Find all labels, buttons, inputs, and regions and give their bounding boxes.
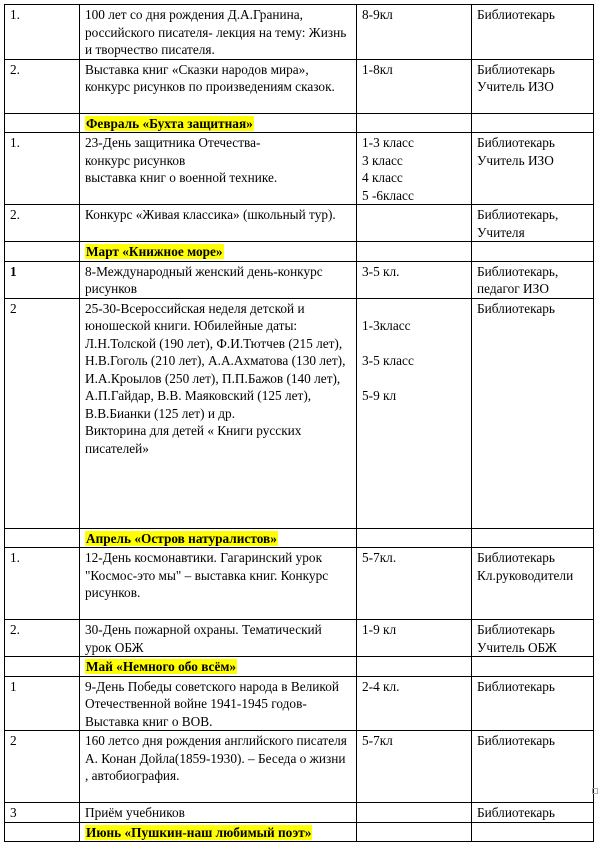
table-row [5,261,594,298]
event-description: 30-День пожарной охраны. Тематический урок ОБЖ [80,620,357,657]
responsible-person: Библиотекарь Учитель ИЗО [472,59,594,113]
responsible-person: Библиотекарь Учитель ОБЖ [472,620,594,657]
row-number: 2. [5,620,80,657]
month-section-row [5,242,594,262]
section-title: Май «Немного обо всём» [86,659,237,674]
section-empty-cell [357,657,472,677]
grade-levels: 8-9кл [357,5,472,60]
month-section-row [5,822,594,842]
event-description: 100 лет со дня рождения Д.А.Гранина, российского писателя- лекция на тему: Жизнь и творчество писателя. [80,5,357,60]
event-description: 160 летсо дня рождения английского писателя А. Конан Дойла(1859-1930). – Беседа о жизни , автобиография. [80,731,357,803]
responsible-person: Библиотекарь, педагог ИЗО [472,261,594,298]
grade-levels [357,803,472,823]
row-number: 2. [5,59,80,113]
grade-levels: 1-3класс 3-5 класс 5-9 кл [357,298,472,528]
event-description: 25-30-Всероссийская неделя детской и юношеской книги. Юбилейные даты: Л.Н.Толской (190 лет), Ф.И.Тютчев (215 лет), Н.В.Гоголь (210 лет), А.А.Ахматова (130 лет), И.А.Кроылов (250 лет), П.П.Бажов (140 лет), А.П.Гайдар, В.В. Маяковский (125 лет), В.В.Бианки (125 лет) и др. Викторина для детей « Книги русских писателей» [80,298,357,528]
responsible-person: Библиотекарь [472,731,594,803]
section-empty-cell [5,528,80,548]
responsible-person: Библиотекарь [472,803,594,823]
table-row [5,548,594,620]
event-description: 8-Международный женский день-конкурс рисунков [80,261,357,298]
table-row [5,676,594,731]
responsible-person: Библиотекарь [472,298,594,528]
table-row [5,5,594,60]
section-empty-cell [357,822,472,842]
grade-levels: 1-9 кл [357,620,472,657]
event-description: 23-День защитника Отечества- конкурс рисунков выставка книг о военной технике. [80,133,357,205]
section-title: Апрель «Остров натуралистов» [86,530,277,546]
section-empty-cell [472,528,594,548]
table-row [5,59,594,113]
responsible-person: Библиотекарь [472,5,594,60]
section-title: Февраль «Бухта защитная» [86,115,253,131]
responsible-person: Библиотекарь Кл.руководители [472,548,594,620]
section-title-cell [80,822,357,842]
grade-levels: 5-7кл [357,731,472,803]
section-title: Июнь «Пушкин-наш любимый поэт» [86,824,312,840]
section-empty-cell [5,242,80,262]
grade-levels: 5-7кл. [357,548,472,620]
month-section-row [5,113,594,133]
section-title-cell [80,657,357,677]
section-empty-cell [357,528,472,548]
grade-levels: 2-4 кл. [357,676,472,731]
row-number: 2 [5,731,80,803]
month-section-row [5,657,594,677]
event-description: Приём учебников [80,803,357,823]
section-title: Март «Книжное море» [86,244,223,259]
row-number: 1. [5,5,80,60]
event-description: Выставка книг «Сказки народов мира», конкурс рисунков по произведениям сказок. [80,59,357,113]
responsible-person: Библиотекарь Учитель ИЗО [472,133,594,205]
grade-levels [357,205,472,242]
section-empty-cell [357,242,472,262]
table-row [5,803,594,823]
row-number: 1 [5,676,80,731]
section-title-cell [80,242,357,262]
event-description: 9-День Победы советского народа в Великой Отечественной войне 1941-1945 годов- Выставка книг о ВОВ. [80,676,357,731]
table-row [5,205,594,242]
section-empty-cell [472,822,594,842]
row-number: 1. [5,548,80,620]
table-row [5,298,594,528]
row-number: 1 [5,261,80,298]
grade-levels: 3-5 кл. [357,261,472,298]
section-empty-cell [472,657,594,677]
event-plan-body [5,5,594,842]
section-empty-cell [5,657,80,677]
row-number: 2. [5,205,80,242]
section-empty-cell [357,113,472,133]
table-row [5,620,594,657]
row-number: 3 [5,803,80,823]
row-number: 2 [5,298,80,528]
section-title-cell [80,113,357,133]
event-description: 12-День космонавтики. Гагаринский урок "Космос-это мы" – выставка книг. Конкурс рисунков. [80,548,357,620]
section-empty-cell [5,113,80,133]
responsible-person: Библиотекарь, Учителя [472,205,594,242]
section-empty-cell [472,242,594,262]
responsible-person: Библиотекарь [472,676,594,731]
month-section-row [5,528,594,548]
section-empty-cell [472,113,594,133]
table-row [5,133,594,205]
table-end-marker [592,788,598,794]
table-row [5,731,594,803]
grade-levels: 1-3 класс 3 класс 4 класс 5 -6класс [357,133,472,205]
section-title-cell [80,528,357,548]
section-empty-cell [5,822,80,842]
event-plan-table [4,4,594,842]
event-description: Конкурс «Живая классика» (школьный тур). [80,205,357,242]
grade-levels: 1-8кл [357,59,472,113]
row-number: 1. [5,133,80,205]
